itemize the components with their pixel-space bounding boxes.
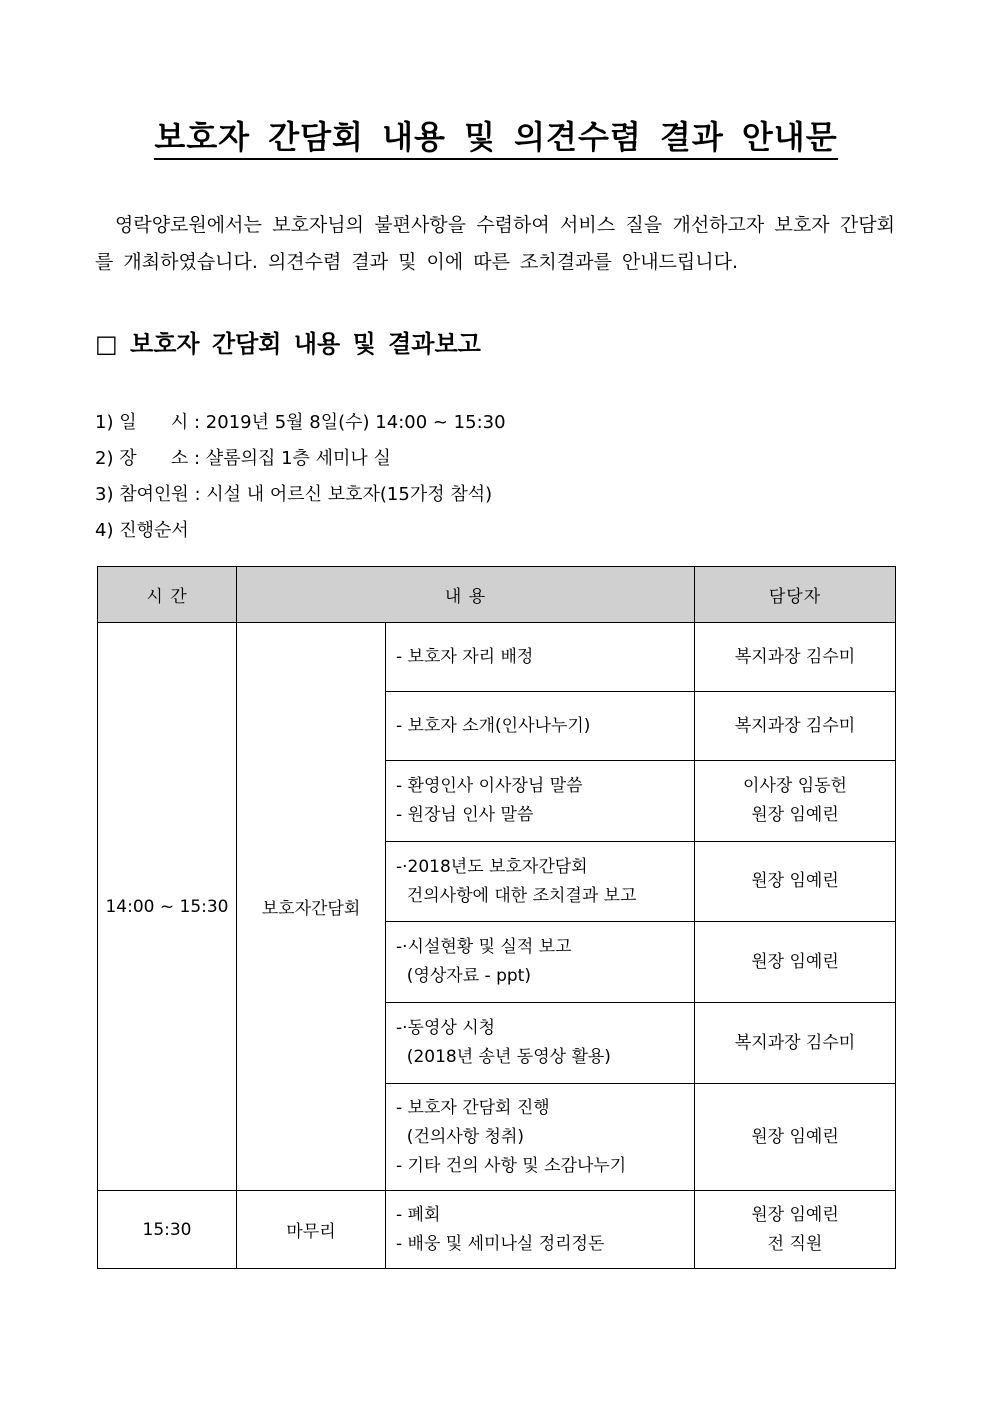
info-list	[95, 405, 506, 549]
content-line: (영상자료 - ppt)	[396, 966, 531, 986]
table-header-row	[98, 567, 896, 623]
row-content	[386, 1191, 695, 1269]
row-manager	[695, 692, 896, 761]
document-title-text: 보호자 간담회 내용 및 의견수렴 결과 안내문	[154, 118, 837, 160]
row-content	[386, 623, 695, 692]
schedule-table	[97, 566, 896, 1269]
content-line: - 보호자 간담회 진행	[396, 1097, 550, 1118]
row-content	[386, 1003, 695, 1084]
group2-time: 15:30	[98, 1191, 237, 1269]
content-line: - 원장님 인사 말씀	[396, 805, 534, 825]
table-row	[98, 623, 896, 692]
row-manager	[695, 761, 896, 842]
content-line: - 보호자 자리 배정	[396, 646, 534, 667]
info-attendees: 3) 참여인원 : 시설 내 어르신 보호자(15가정 참석)	[95, 484, 493, 505]
content-line: (2018년 송년 동영상 활용)	[396, 1047, 611, 1067]
content-line: -·시설현황 및 실적 보고	[396, 937, 572, 957]
manager-line: 원장 임예린	[751, 1126, 839, 1147]
content-line: - 폐회	[396, 1204, 441, 1225]
content-line: - 배웅 및 세미나실 정리정돈	[396, 1233, 605, 1254]
content-line: - 환영인사 이사장님 말씀	[396, 776, 583, 796]
row-manager	[695, 842, 896, 922]
section-heading: □ 보호자 간담회 내용 및 결과보고	[95, 330, 481, 358]
header-content: 내 용	[237, 567, 695, 623]
group2-category: 마무리	[237, 1191, 386, 1269]
row-manager	[695, 1003, 896, 1084]
group1-category: 보호자간담회	[237, 623, 386, 1191]
manager-line: 복지과장 김수미	[734, 646, 856, 667]
table-row	[98, 1191, 896, 1269]
manager-line: 원장 임예린	[751, 1204, 839, 1225]
content-line: - 기타 건의 사항 및 소감나누기	[396, 1155, 627, 1176]
row-manager	[695, 623, 896, 692]
row-content	[386, 761, 695, 842]
info-order: 4) 진행순서	[95, 520, 189, 541]
document-title	[0, 112, 992, 158]
manager-line: 복지과장 김수미	[734, 715, 856, 736]
manager-line: 복지과장 김수미	[734, 1032, 856, 1053]
manager-line: 원장 임예린	[751, 951, 839, 972]
manager-line: 전 직원	[767, 1233, 823, 1254]
row-content	[386, 692, 695, 761]
content-line: (건의사항 청취)	[396, 1126, 525, 1147]
manager-line: 이사장 임동헌	[743, 776, 847, 796]
row-content	[386, 922, 695, 1003]
manager-line: 원장 임예린	[751, 805, 839, 825]
row-content	[386, 842, 695, 922]
content-line: - 보호자 소개(인사나누기)	[396, 715, 591, 736]
row-manager	[695, 1084, 896, 1191]
row-manager	[695, 922, 896, 1003]
content-line: 건의사항에 대한 조치결과 보고	[396, 885, 637, 906]
header-manager: 담당자	[695, 567, 896, 623]
header-time: 시 간	[98, 567, 237, 623]
row-content	[386, 1084, 695, 1191]
row-manager	[695, 1191, 896, 1269]
group1-time: 14:00 ~ 15:30	[98, 623, 237, 1191]
content-line: -·2018년도 보호자간담회	[396, 856, 588, 877]
info-place: 2) 장 소 : 샬롬의집 1층 세미나 실	[95, 448, 391, 469]
info-date: 1) 일 시 : 2019년 5월 8일(수) 14:00 ~ 15:30	[95, 412, 506, 433]
content-line: -·동영상 시청	[396, 1018, 496, 1038]
intro-paragraph: 영락양로원에서는 보호자님의 불편사항을 수렴하여 서비스 질을 개선하고자 보호자 간담회를 개최하였습니다. 의견수렴 결과 및 이에 따른 조치결과를 안내드립니다.	[95, 214, 895, 273]
manager-line: 원장 임예린	[751, 871, 839, 891]
